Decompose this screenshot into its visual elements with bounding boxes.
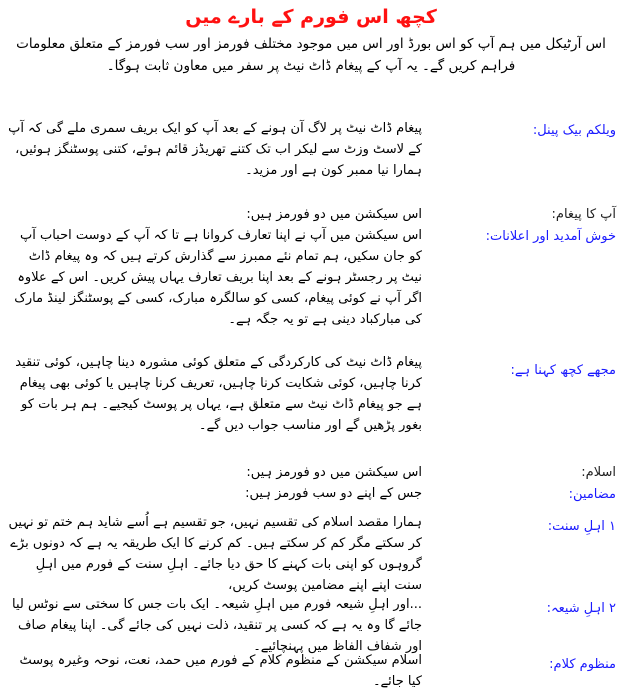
category-label-aap-ka-paigham: آپ کا پیغام: [551, 207, 616, 222]
ahle-shia-link[interactable]: ۲ اہلِ شیعہ: [546, 601, 616, 616]
section-intro-line: جس کے اپنے دو سب فورمز ہیں: [245, 486, 422, 501]
manzoom-kalam-link[interactable]: منظوم کلام: [549, 657, 616, 672]
section-paragraph: اسلام سیکشن کے منظوم کلام کے فورم میں حمد، نعت، نوحہ وغیرہ پوسٹ کیا جائے۔ [19, 653, 422, 689]
section-paragraph: پیغام ڈاٹ نیٹ کی کارکردگی کے متعلق کوئی مشورہ دینا چاہیں، کوئی تنقید کرنا چاہیں، کوئی شکایت کرنا چاہیں، تعریف کرنا چاہیں یا کوئی بھی پیغام ہے جو پیغام ڈاٹ نیٹ سے متعلق ہے، یہاں پر پوسٹ کیجیے۔ ہم ہر بات کو بغور پڑھیں گے اور مناسب جواب دیں گے۔ [15, 355, 422, 433]
section-intro-line: اس سیکشن میں دو فورمز ہیں: [246, 465, 422, 480]
section-paragraph: اس سیکشن میں آپ نے اپنا تعارف کروانا ہے تا کہ آپ کے دوست احباب آپ کو جان سکیں، ہم تمام نئے ممبرز سے گذارش کرتے ہیں کہ وہ پیغام ڈاٹ نیٹ پر رجسٹر ہونے کے بعد اپنا بریف تعارف یہاں پیش کریں۔ اس کے علاوہ اگر آپ نے کوئی پیغام، کسی کو سالگرہ مبارک، کسی کے پوسٹنگز لینڈ مارک کی مبارکباد دینی ہے تو یہ جگہ ہے۔ [14, 228, 422, 327]
intro-paragraph: اس آرٹیکل میں ہم آپ کو اس بورڈ اور اس میں موجود مختلف فورمز اور سب فورمز کے متعلق معلومات فراہم کریں گے۔ یہ آپ کے پیغام ڈاٹ نیٹ پر سفر میں معاون ثابت ہوگا۔ [16, 36, 606, 74]
welcome-back-panel-link[interactable]: ویلکم بیک پینل: [532, 123, 616, 138]
section-intro-line: اس سیکشن میں دو فورمز ہیں: [246, 207, 422, 222]
page-title: کچھ اس فورم کے بارے میں [185, 6, 437, 28]
mujhe-kuch-kehna-hai-link[interactable]: مجھے کچھ کہنا ہے: [510, 363, 616, 378]
category-label-islam: اسلام: [581, 465, 616, 480]
section-paragraph: ...اور اہلِ شیعہ فورم میں اہلِ شیعہ۔ ایک بات جس کا سختی سے نوٹس لیا جائے گا وہ یہ ہے کہ کسی پر تنقید، ذلت نہیں کی جائے گی۔ اپنا پیغام صاف اور شفاف الفاظ میں پہنچائیے۔ [12, 597, 422, 654]
welcome-announcements-link[interactable]: خوش آمدید اور اعلانات: [485, 229, 616, 244]
ahle-sunnat-link[interactable]: ۱ اہلِ سنت: [547, 519, 616, 534]
mazameen-link[interactable]: مضامین: [568, 487, 616, 502]
section-paragraph: پیغام ڈاٹ نیٹ پر لاگ آن ہونے کے بعد آپ کو ایک بریف سمری ملے گی کہ آپ کے لاسٹ وزٹ سے لیکر اب تک کتنے تھریڈز قائم ہوئے، کتنی پوسٹنگز ہوئیں، ہمارا نیا ممبر کون ہے اور مزید۔ [8, 121, 422, 178]
section-paragraph: ہمارا مقصد اسلام کی تقسیم نہیں، جو تقسیم ہے اُسے شاید ہم ختم تو نہیں کر سکتے مگر کم کر سکتے ہیں۔ کم کرنے کا ایک طریقہ یہ ہے کہ دونوں بڑے گروہوں کو اپنی بات کہنے کا حق دیا جائے۔ اہلِ سنت کے فورم میں اہلِ سنت اپنے اپنے مضامین پوسٹ کریں، [8, 515, 422, 593]
